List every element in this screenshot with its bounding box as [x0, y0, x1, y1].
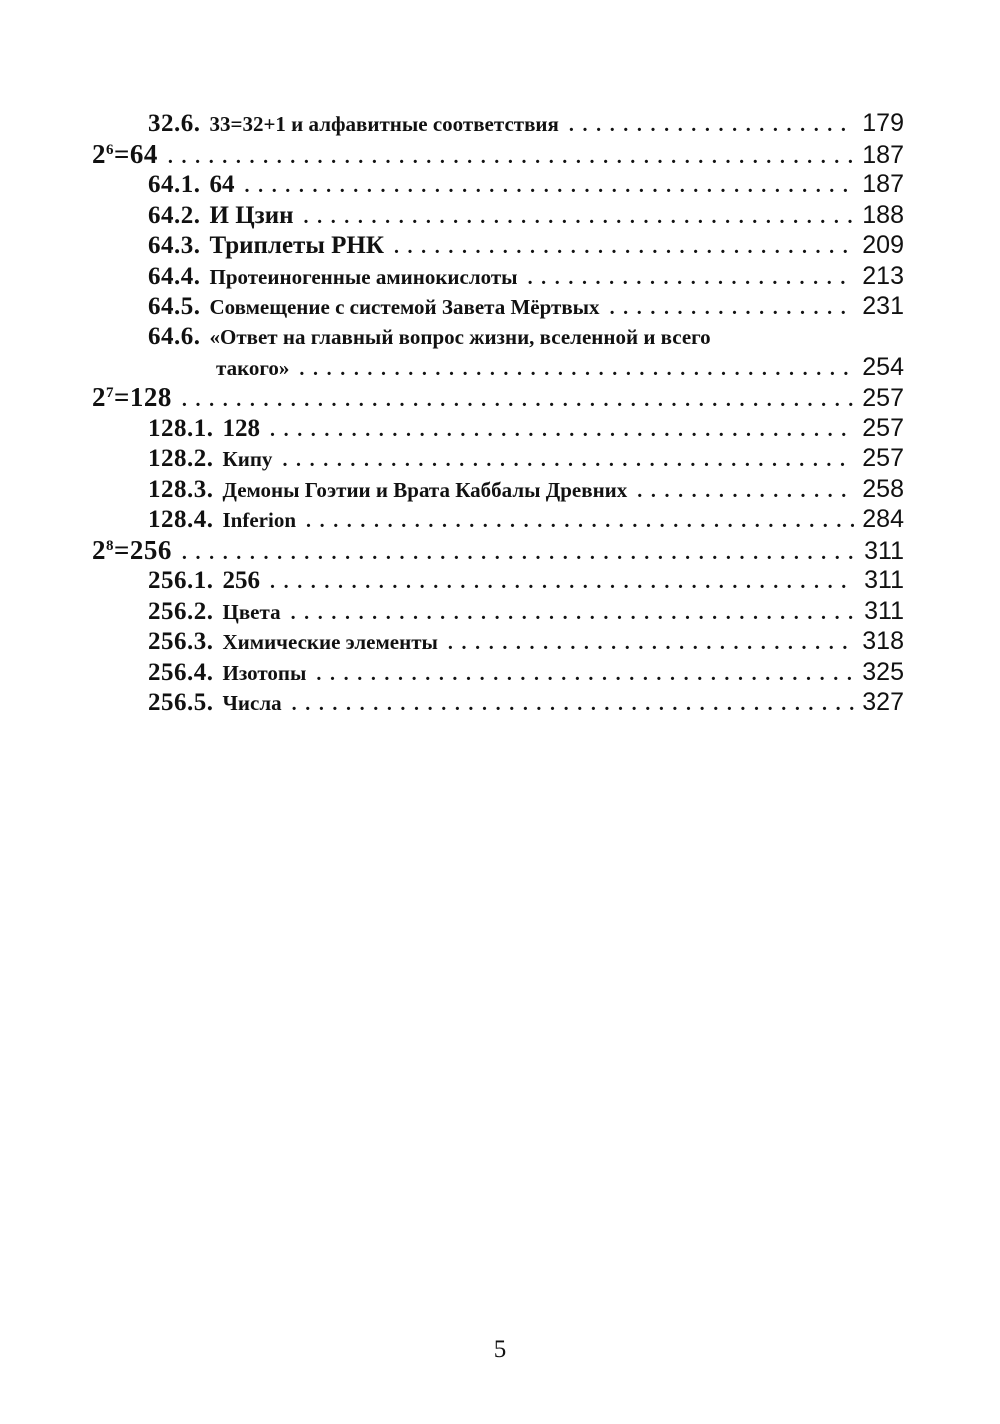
toc-entry[interactable]: [92, 626, 904, 657]
toc-entry[interactable]: [92, 504, 904, 535]
section-title: Химические элементы: [222, 630, 438, 654]
toc-entry[interactable]: [92, 261, 904, 292]
page-number: 179: [862, 109, 904, 137]
toc-entry[interactable]: [92, 230, 904, 261]
page-number: 231: [862, 292, 904, 320]
page-number: 257: [862, 384, 904, 412]
section-number: 256.3.: [148, 628, 214, 655]
chapter-heading: [92, 139, 158, 170]
dot-leader: [270, 415, 854, 446]
page-number: 258: [862, 474, 904, 503]
page-number: 187: [862, 140, 904, 169]
chapter-rest: =64: [114, 138, 158, 169]
chapter-heading: [92, 382, 172, 413]
dot-leader: [282, 445, 854, 476]
section-title: Совмещение с системой Завета Мёртвых: [209, 295, 600, 319]
chapter-exponent: 8: [106, 537, 114, 554]
toc-entry[interactable]: [92, 596, 904, 627]
page-number: 187: [862, 170, 904, 198]
chapter-exponent: 6: [106, 141, 114, 158]
page-number: 311: [864, 536, 904, 565]
toc-chapter[interactable]: [92, 382, 904, 413]
page-number: 318: [862, 627, 904, 655]
dot-leader: [569, 110, 854, 141]
section-number: 256.1.: [148, 567, 214, 594]
section-title: Триплеты РНК: [209, 232, 384, 259]
section-number: 64.3.: [148, 232, 201, 259]
toc-entry[interactable]: [92, 291, 904, 322]
chapter-base: 2: [92, 382, 106, 412]
section-number: 64.5.: [148, 293, 201, 320]
section-title: Кипу: [222, 447, 273, 471]
dot-leader: [637, 476, 854, 507]
section-title: Inferion: [222, 508, 296, 532]
section-number: 64.6.: [148, 322, 201, 350]
section-title: 128: [222, 414, 260, 442]
dot-leader: [528, 263, 854, 294]
page-number: 257: [862, 413, 904, 442]
section-number: 256.5.: [148, 689, 214, 716]
toc-entry[interactable]: [92, 200, 904, 231]
section-title: Изотопы: [222, 660, 307, 685]
chapter-heading: [92, 535, 172, 566]
section-title: Числа: [222, 691, 282, 715]
toc-entry[interactable]: [92, 169, 904, 200]
page-number: 213: [862, 261, 904, 290]
dot-leader: [245, 171, 855, 202]
chapter-base: 2: [92, 138, 106, 169]
toc-chapter[interactable]: [92, 139, 904, 170]
section-number: 64.1.: [148, 171, 201, 198]
toc-chapter[interactable]: [92, 535, 904, 566]
chapter-base: 2: [92, 534, 106, 565]
toc-entry[interactable]: [92, 443, 904, 474]
page-number: 209: [862, 231, 904, 259]
dot-leader: [168, 142, 854, 173]
dot-leader: [316, 659, 854, 690]
toc-entry[interactable]: [92, 322, 904, 352]
toc-entry[interactable]: [92, 474, 904, 505]
toc-entry-continuation[interactable]: [92, 352, 904, 383]
dot-leader: [448, 628, 854, 659]
section-title-line1: «Ответ на главный вопрос жизни, вселенной и всего: [209, 324, 711, 349]
section-number: 256.2.: [148, 597, 214, 625]
dot-leader: [394, 232, 854, 263]
page-number: 311: [864, 566, 904, 594]
toc-entry[interactable]: [92, 108, 904, 139]
section-number: 128.3.: [148, 475, 214, 503]
chapter-rest: =128: [114, 382, 172, 412]
dot-leader: [291, 598, 854, 629]
page-number: 311: [864, 596, 904, 625]
toc-entry[interactable]: [92, 687, 904, 718]
section-number: 64.4.: [148, 262, 201, 290]
section-number: 256.4.: [148, 658, 214, 686]
section-number: 64.2.: [148, 201, 201, 229]
section-title: 256: [222, 567, 260, 594]
toc-entry[interactable]: [92, 413, 904, 444]
page-number: 325: [862, 657, 904, 686]
chapter-exponent: 7: [106, 385, 114, 401]
section-title: Демоны Гоэтии и Врата Каббалы Древних: [222, 477, 628, 502]
page-number: 284: [862, 505, 904, 533]
toc-entry[interactable]: [92, 565, 904, 596]
section-title: Протеиногенные аминокислоты: [209, 264, 518, 289]
section-title: 64: [209, 171, 235, 198]
section-title: Цвета: [222, 599, 281, 624]
page-number: 327: [862, 688, 904, 716]
page-number: 257: [862, 444, 904, 472]
dot-leader: [292, 689, 854, 720]
section-number: 128.1.: [148, 414, 214, 442]
toc-entry[interactable]: [92, 657, 904, 688]
page-number: 188: [862, 200, 904, 229]
dot-leader: [182, 538, 854, 569]
dot-leader: [304, 202, 855, 233]
page-footer-number: 5: [493, 1336, 507, 1363]
section-title-line2: такого»: [216, 355, 290, 380]
section-title: 33=32+1 и алфавитные соответствия: [209, 112, 559, 136]
section-title: И Цзин: [209, 201, 294, 229]
section-number: 128.2.: [148, 445, 214, 472]
dot-leader: [299, 354, 854, 385]
section-number: 128.4.: [148, 506, 214, 533]
chapter-rest: =256: [114, 534, 172, 565]
page-number: 254: [862, 352, 904, 381]
section-number: 32.6.: [148, 110, 201, 137]
dot-leader: [306, 506, 854, 537]
dot-leader: [610, 293, 854, 324]
dot-leader: [270, 567, 854, 598]
table-of-contents: [92, 108, 904, 718]
dot-leader: [182, 385, 854, 416]
